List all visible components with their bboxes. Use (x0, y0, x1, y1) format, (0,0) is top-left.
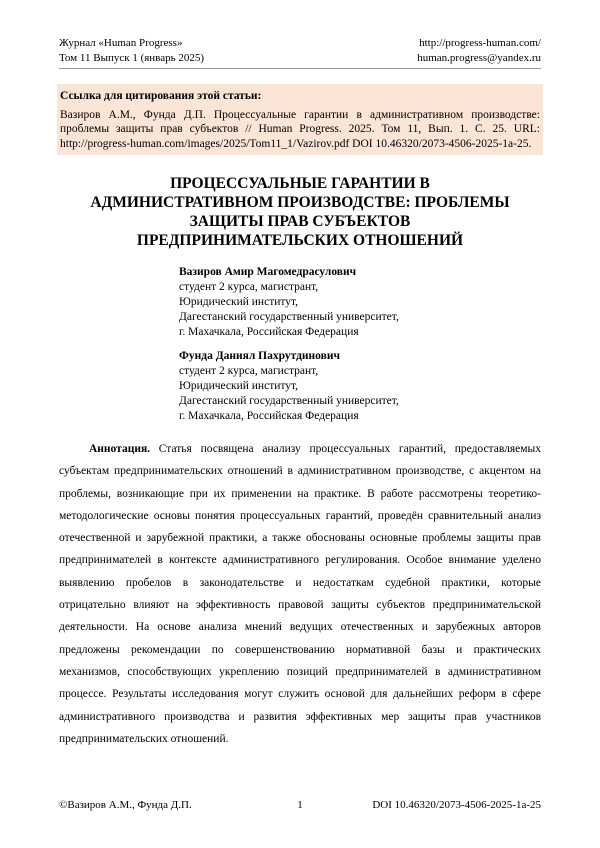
title-line: ЗАЩИТЫ ПРАВ СУБЪЕКТОВ (189, 213, 411, 230)
author-university: Дагестанский государственный университет, (179, 395, 399, 407)
header-divider (59, 68, 541, 69)
author-position: студент 2 курса, магистрант, (179, 281, 319, 293)
author-city: г. Махачкала, Российская Федерация (179, 410, 359, 422)
journal-name: Журнал «Human Progress» (59, 37, 183, 49)
author-city: г. Махачкала, Российская Федерация (179, 326, 359, 338)
author-name: Фунда Даниял Пахрутдинович (179, 350, 340, 362)
author-institute: Юридический институт, (179, 380, 299, 392)
title-line: ПРОЦЕССУАЛЬНЫЕ ГАРАНТИИ В (170, 175, 430, 192)
footer-doi: DOI 10.46320/2073-4506-2025-1a-25 (372, 799, 541, 811)
title-line: ПРЕДПРИНИМАТЕЛЬСКИХ ОТНОШЕНИЙ (136, 232, 464, 249)
author-name: Вазиров Амир Магомедрасулович (179, 266, 357, 278)
footer-copyright: ©Вазиров А.М., Фунда Д.П. (59, 799, 192, 811)
article-title (59, 174, 541, 250)
author-university: Дагестанский государственный университет, (179, 311, 399, 323)
journal-email[interactable]: human.progress@yandex.ru (417, 52, 541, 64)
journal-url[interactable]: http://progress-human.com/ (419, 37, 541, 49)
author-position: студент 2 курса, магистрант, (179, 365, 319, 377)
annotation-text: Статья посвящена анализу процессуальных гарантий, предоставляемых субъектам предпринимательских отношений в административном производстве, с акцентом на проблемы, возникающие при их применении на практике. В работе рассмотрены теоретико-методологические основы понятия процессуальных гарантий, проведён сравнительный анализ отечественной и зарубежной практики, а также обоснованы основные проблемы защиты прав предпринимателей в контексте административного регулирования. Особое внимание уделено выявлению пробелов в законодательстве и недостаткам судебной практики, которые отрицательно влияют на эффективность правовой защиты субъектов предпринимательской деятельности. На основе анализа мнений ведущих отечественных и зарубежных авторов предложены рекомендации по совершенствованию нормативной базы и практических механизмов, способствующих укреплению позиций предпринимателей в административном процессе. Результаты исследования могут служить основой для дальнейших реформ в сфере административного производства и развития эффективных мер защиты прав участников предпринимательских отношений. (59, 443, 541, 745)
citation-caption: Ссылка для цитирования этой статьи: (60, 90, 262, 102)
citation-text: Вазиров А.М., Фунда Д.П. Процессуальные гарантии в административном производстве: проблемы защиты прав субъектов // Human Progress. 2025. Том 11, Вып. 1. С. 25. URL: http://progress-human.com/images/2025/Tom11_1/Vazirov.pdf DOI 10.46320/2073-4506-2025-1a-25. (60, 108, 540, 150)
citation-box (57, 84, 543, 155)
author-institute: Юридический институт, (179, 296, 299, 308)
journal-issue: Том 11 Выпуск 1 (январь 2025) (59, 52, 205, 64)
journal-info (59, 36, 204, 66)
annotation-label: Аннотация. (89, 443, 151, 455)
page-number: 1 (297, 799, 303, 811)
author-block (179, 349, 399, 424)
journal-contacts (417, 36, 541, 66)
annotation-paragraph (59, 438, 541, 750)
author-block (179, 265, 399, 340)
title-line: АДМИНИСТРАТИВНОМ ПРОИЗВОДСТВЕ: ПРОБЛЕМЫ (90, 194, 510, 211)
